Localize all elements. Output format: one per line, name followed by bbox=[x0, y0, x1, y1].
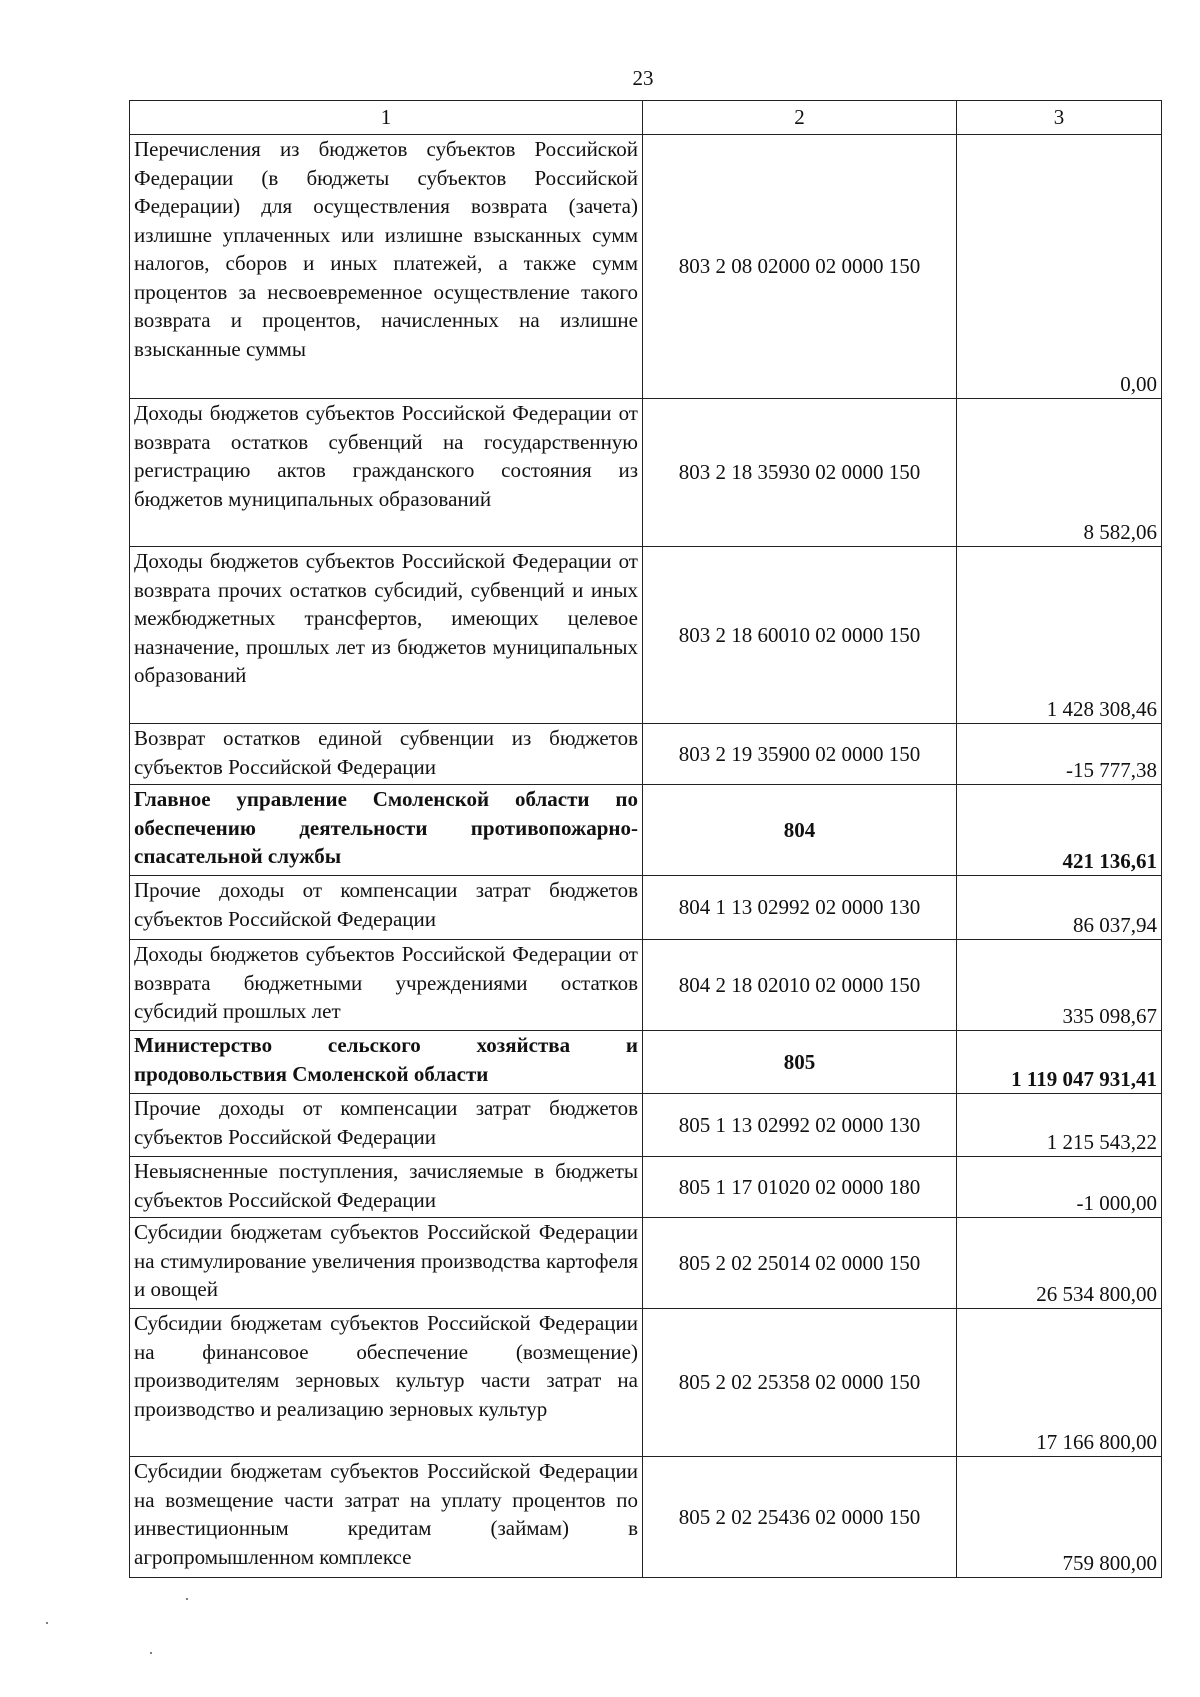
scan-speck bbox=[46, 1622, 48, 1624]
row-amount: 86 037,94 bbox=[957, 876, 1162, 940]
row-name: Доходы бюджетов субъектов Российской Федерации от возврата бюджетными учреждениями остатков субсидий прошлых лет bbox=[130, 940, 643, 1031]
table-row bbox=[130, 1218, 1162, 1309]
table-row bbox=[130, 1157, 1162, 1218]
row-amount: 421 136,61 bbox=[957, 785, 1162, 876]
row-code: 805 1 17 01020 02 0000 180 bbox=[643, 1157, 957, 1218]
column-header-code: 2 bbox=[643, 101, 957, 135]
row-amount: 1 428 308,46 bbox=[957, 547, 1162, 724]
table-row bbox=[130, 547, 1162, 724]
row-name: Субсидии бюджетам субъектов Российской Федерации на финансовое обеспечение (возмещение) производителям зерновых культур части затрат на производство и реализацию зерновых культур bbox=[130, 1309, 643, 1457]
revenue-table bbox=[129, 100, 1162, 1578]
row-code: 804 bbox=[643, 785, 957, 876]
row-name: Субсидии бюджетам субъектов Российской Федерации на стимулирование увеличения производства картофеля и овощей bbox=[130, 1218, 643, 1309]
row-amount: 8 582,06 bbox=[957, 399, 1162, 547]
row-code: 803 2 18 60010 02 0000 150 bbox=[643, 547, 957, 724]
row-name: Министерство сельского хозяйства и продовольствия Смоленской области bbox=[130, 1031, 643, 1094]
row-code: 804 1 13 02992 02 0000 130 bbox=[643, 876, 957, 940]
row-amount: 0,00 bbox=[957, 135, 1162, 399]
table-row bbox=[130, 724, 1162, 785]
table-row bbox=[130, 1309, 1162, 1457]
scan-speck bbox=[150, 1652, 152, 1654]
row-code: 803 2 19 35900 02 0000 150 bbox=[643, 724, 957, 785]
row-code: 805 bbox=[643, 1031, 957, 1094]
column-header-amount: 3 bbox=[957, 101, 1162, 135]
table-header-row bbox=[130, 101, 1162, 135]
table-row bbox=[130, 940, 1162, 1031]
row-amount: 1 119 047 931,41 bbox=[957, 1031, 1162, 1094]
row-amount: 759 800,00 bbox=[957, 1457, 1162, 1578]
row-code: 804 2 18 02010 02 0000 150 bbox=[643, 940, 957, 1031]
row-code: 805 2 02 25014 02 0000 150 bbox=[643, 1218, 957, 1309]
table-row bbox=[130, 399, 1162, 547]
row-code: 803 2 18 35930 02 0000 150 bbox=[643, 399, 957, 547]
row-amount: 1 215 543,22 bbox=[957, 1094, 1162, 1157]
row-amount: 335 098,67 bbox=[957, 940, 1162, 1031]
row-code: 805 1 13 02992 02 0000 130 bbox=[643, 1094, 957, 1157]
row-name: Перечисления из бюджетов субъектов Российской Федерации (в бюджеты субъектов Российской Федерации) для осуществления возврата (зачета) излишне уплаченных или излишне взысканных сумм налогов, сборов и иных платежей, а также сумм процентов за несвоевременное осуществление такого возврата и процентов, начисленных на излишне взысканные суммы bbox=[130, 135, 643, 399]
row-name: Невыясненные поступления, зачисляемые в бюджеты субъектов Российской Федерации bbox=[130, 1157, 643, 1218]
row-name: Субсидии бюджетам субъектов Российской Федерации на возмещение части затрат на уплату процентов по инвестиционным кредитам (займам) в агропромышленном комплексе bbox=[130, 1457, 643, 1578]
row-amount: 17 166 800,00 bbox=[957, 1309, 1162, 1457]
row-name: Доходы бюджетов субъектов Российской Федерации от возврата остатков субвенций на государственную регистрацию актов гражданского состояния из бюджетов муниципальных образований bbox=[130, 399, 643, 547]
row-name: Прочие доходы от компенсации затрат бюджетов субъектов Российской Федерации bbox=[130, 876, 643, 940]
row-code: 805 2 02 25436 02 0000 150 bbox=[643, 1457, 957, 1578]
row-code: 805 2 02 25358 02 0000 150 bbox=[643, 1309, 957, 1457]
row-amount: -15 777,38 bbox=[957, 724, 1162, 785]
column-header-name: 1 bbox=[130, 101, 643, 135]
row-amount: -1 000,00 bbox=[957, 1157, 1162, 1218]
row-name: Прочие доходы от компенсации затрат бюджетов субъектов Российской Федерации bbox=[130, 1094, 643, 1157]
row-amount: 26 534 800,00 bbox=[957, 1218, 1162, 1309]
row-name: Доходы бюджетов субъектов Российской Федерации от возврата прочих остатков субсидий, субвенций и иных межбюджетных трансфертов, имеющих целевое назначение, прошлых лет из бюджетов муниципальных образований bbox=[130, 547, 643, 724]
row-code: 803 2 08 02000 02 0000 150 bbox=[643, 135, 957, 399]
table-row bbox=[130, 135, 1162, 399]
row-name: Возврат остатков единой субвенции из бюджетов субъектов Российской Федерации bbox=[130, 724, 643, 785]
table-row-department bbox=[130, 785, 1162, 876]
table-row bbox=[130, 876, 1162, 940]
table-row bbox=[130, 1094, 1162, 1157]
page-number: 23 bbox=[632, 66, 654, 90]
row-name: Главное управление Смоленской области по обеспечению деятельности противопожарно-спасательной службы bbox=[130, 785, 643, 876]
table-row-department bbox=[130, 1031, 1162, 1094]
scan-speck bbox=[186, 1598, 188, 1600]
table-row bbox=[130, 1457, 1162, 1578]
